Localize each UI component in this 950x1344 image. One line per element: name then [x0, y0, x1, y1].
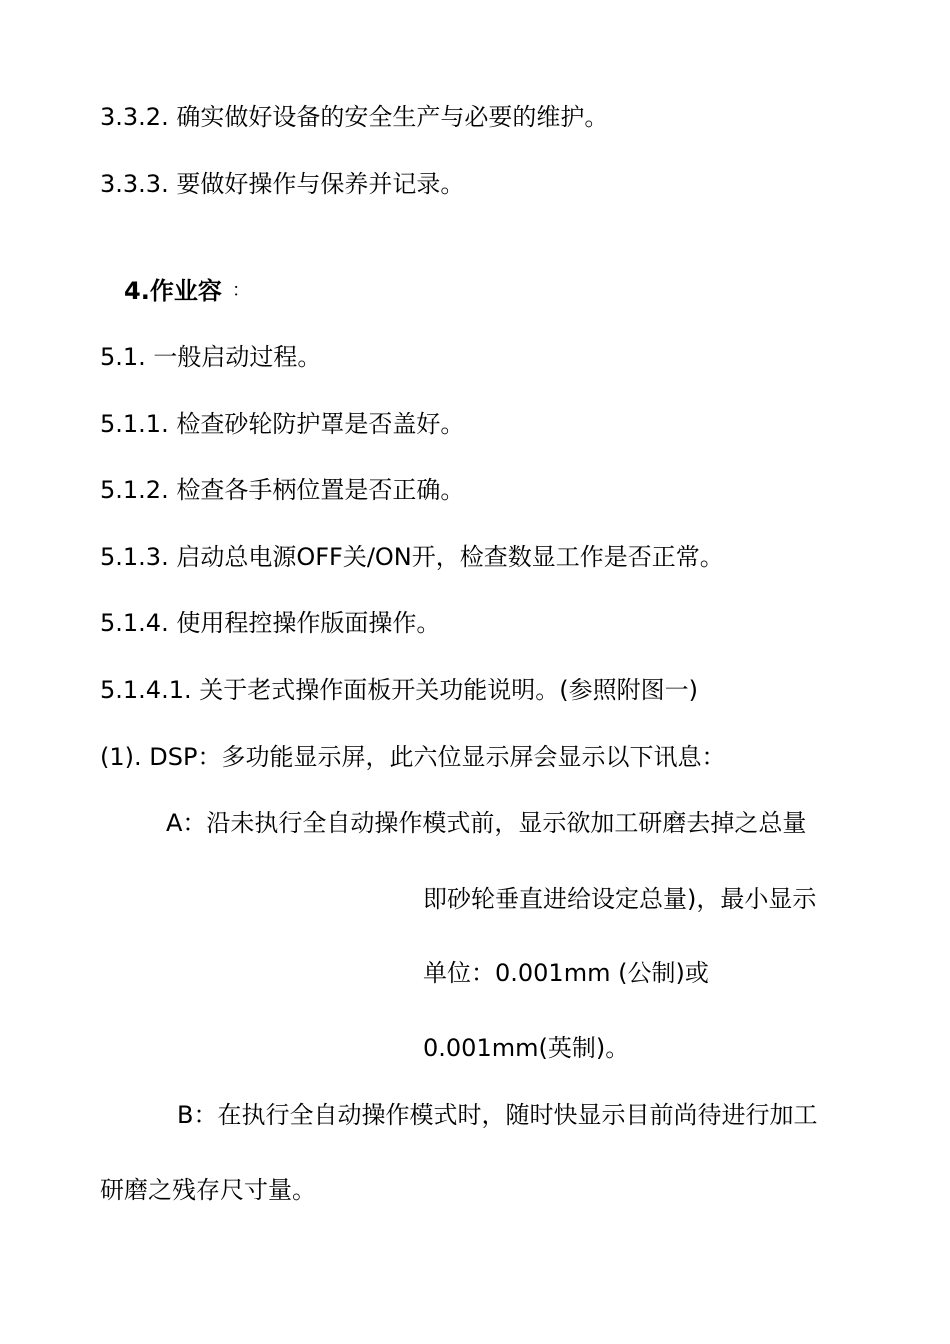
text-line-item-a-cont-2: 单位：0.001mm (公制)或 — [423, 959, 709, 987]
text-line-item-a: A：沿未执行全自动操作模式前，显示欲加工研磨去掉之总量 — [166, 809, 807, 837]
text-line-5-1-4: 5.1.4. 使用程控操作版面操作。 — [100, 609, 441, 637]
text-line-5-1-1: 5.1.1. 检查砂轮防护罩是否盖好。 — [100, 410, 465, 438]
text-line-3-3-3: 3.3.3. 要做好操作与保养并记录。 — [100, 170, 465, 198]
text-line-item-b-cont: 研磨之残存尺寸量。 — [100, 1176, 316, 1204]
text-line-5-1-4-1: 5.1.4.1. 关于老式操作面板开关功能说明。(参照附图一) — [100, 676, 698, 704]
text-line-5-1-3: 5.1.3. 启动总电源OFF关/ON开，检查数显工作是否正常。 — [100, 543, 724, 571]
text-line-item-b: B：在执行全自动操作模式时，随时快显示目前尚待进行加工 — [177, 1101, 818, 1129]
text-line-5-1: 5.1. 一般启动过程。 — [100, 343, 322, 371]
text-line-3-3-2: 3.3.2. 确实做好设备的安全生产与必要的维护。 — [100, 103, 609, 131]
text-line-dsp: (1). DSP：多功能显示屏，此六位显示屏会显示以下讯息： — [100, 743, 726, 771]
section-heading-4: 4.作业容 — [124, 277, 222, 305]
text-line-item-a-cont-1: 即砂轮垂直进给设定总量)，最小显示 — [423, 885, 817, 913]
text-line-5-1-2: 5.1.2. 检查各手柄位置是否正确。 — [100, 476, 465, 504]
text-line-item-a-cont-3: 0.001mm(英制)。 — [423, 1034, 630, 1062]
section-heading-colon: ： — [232, 280, 250, 301]
